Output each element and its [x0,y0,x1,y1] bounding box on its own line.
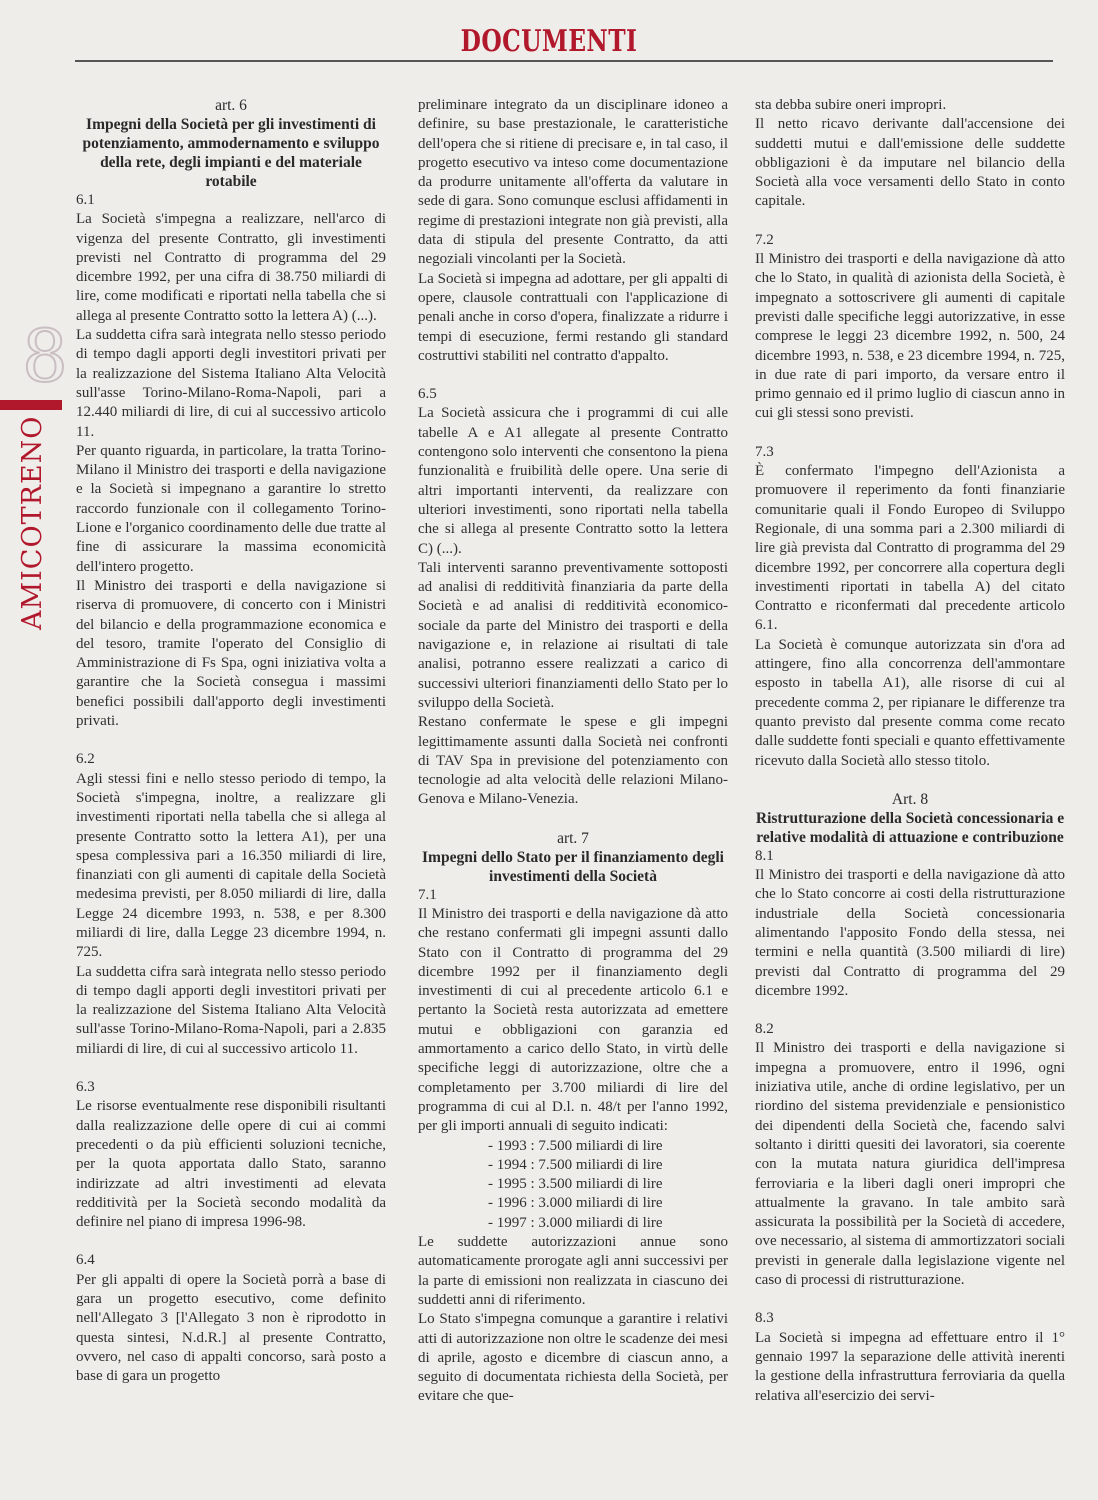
paragraph: La Società è comunque autorizzata sin d'ora ad attingere, fino alla concorrenza dell'ammontare esposto in tabella A1), alle risorse di cui al precedente comma 2, per ripianare le differenze tra quanto previsto dal presente comma come recato dalle suddette fonti speciali e quanto effettivamente ricevuto dalla Società allo stesso titolo. [755,636,1065,769]
paragraph: Per quanto riguarda, in particolare, la tratta Torino-Milano il Ministro dei trasporti e della navigazione e la Società si impegnano a garantire lo stretto raccordo funzionale con il collegamento Torino-Lione e l'organico coordinamento delle due tratte al fine di assicurare la massima economicità dell'intero progetto. [76,442,386,575]
section-label: 7.2 [755,231,774,248]
page-header [0,0,1098,62]
paragraph: Il Ministro dei trasporti e della navigazione dà atto che lo Stato concorre ai costi della ristrutturazione industriale della Società concessionaria alimentando l'apposito Fondo della stessa, nei termini e nella quantità (3.500 miliardi di lire) previsti dal Contratto di programma del 29 dicembre 1992. [755,867,1065,999]
section-label: 7.1 [418,886,437,903]
section-label: 8.3 [755,1310,774,1327]
paragraph: Tali interventi saranno preventivamente sottoposti ad analisi di redditività finanziaria da parte della Società e ad analisi di redditività economico-sociale da parte del Ministro dei trasporti e della navigazione e, in relazione ai risultati di tale analisi, potranno essere realizzati a carico di successivi ulteriori finanziamenti dello Stato per lo sviluppo della Società. [418,559,728,711]
list-item: - 1993 : 7.500 miliardi di lire [488,1137,663,1154]
sidebar [0,314,70,660]
paragraph: sta debba subire oneri impropri. [755,97,947,113]
paragraph: La suddetta cifra sarà integrata nello stesso periodo di tempo dagli apporti degli investitori privati per la realizzazione del Sistema Italiano Alta Velocità sull'asse Torino-Milano-Roma-Napoli, pari a 12.440 miliardi di lire, di cui al successivo articolo 11. [76,327,386,440]
list-item: - 1996 : 3.000 miliardi di lire [488,1195,663,1212]
page-number: 8 [22,314,68,398]
column-3 [755,96,1065,1406]
paragraph: Il Ministro dei trasporti e della navigazione dà atto che lo Stato, in qualità di azionista della Società, è impegnato a sottoscrivere gli aumenti di capitale previsti dalle specifiche leggi autorizzative, in esse comprese le leggi 23 dicembre 1992, n. 500, 24 dicembre 1993, n. 538, e 23 dicembre 1994, n. 725, in due rate di pari importo, da versare entro il primo gennaio ed il primo luglio di ciascun anno in cui gli stessi sono previsti. [755,251,1065,422]
article-title: Impegni dello Stato per il finanziamento degli investimenti della Società [422,848,724,885]
article-title: Ristrutturazione della Società concessionaria e relative modalità di attuazione e contribuzione [755,809,1065,846]
paragraph: Lo Stato s'impegna comunque a garantire i relativi atti di autorizzazione non oltre le scadenze dei mesi di aprile, agosto e dicembre di ciascun anno, a seguito di documentata richiesta della Società, per evitare che que- [418,1311,728,1405]
article-heading [418,829,728,886]
column-1 [76,96,386,1387]
list-item: - 1994 : 7.500 miliardi di lire [488,1156,663,1173]
paragraph: La Società si impegna ad effettuare entro il 1° gennaio 1997 la separazione delle attività inerenti la gestione della infrastruttura ferroviaria da quella relativa all'esercizio dei servi- [755,1329,1065,1404]
column-2 [418,96,728,1407]
paragraph: Agli stessi fini e nello stesso periodo di tempo, la Società s'impegna, inoltre, a realizzare gli investimenti riportati nella tabella che si allega al presente Contratto sotto la lettera A1), per una spesa complessiva pari a 16.350 miliardi di lire, finanziati con gli aumenti di capitale della Società medesima previsti, per 8.050 miliardi di lire, dalla Legge 24 dicembre 1993, n. 538, e per 8.300 miliardi di lire, dalla Legge 23 dicembre 1994, n. 725. [76,770,386,961]
section-label: 7.3 [755,443,774,460]
article-heading [76,96,386,191]
paragraph: La Società assicura che i programmi di cui alle tabelle A e A1 allegate al presente Contratto contengono solo interventi che consentono la piena funzionalità e fruibilità delle opere. Una serie di altri importanti interventi, da realizzare con ulteriori investimenti, sono riportati nella tabella che si allega al presente Contratto sotto la lettera C) (...). [418,405,728,557]
article-number: Art. 8 [891,790,929,808]
section-label: 8.2 [755,1021,774,1038]
article-number: art. 7 [557,829,589,847]
magazine-name: AMICOTRENO [17,415,48,630]
header-rule [75,60,1053,62]
paragraph: preliminare integrato da un disciplinare idoneo a definire, su base prestazionale, le caratteristiche dell'opera che si ritiene di precisare e, in tal caso, il progetto esecutivo va inteso come documentazione da produrre unitamente all'offerta da valutare in sede di gara. Sono comunque esclusi affidamenti in regime di prestazioni integrate non già previsti, alla data di stipula del presente Contratto, da atti negoziali vincolanti per la Società. [418,97,728,268]
article-title: Impegni della Società per gli investimenti di potenziamento, ammodernamento e sviluppo della rete, degli impianti e del materiale rotabile [82,116,380,190]
article-number: art. 6 [215,97,247,114]
paragraph: La Società si impegna ad adottare, per gli appalti di opere, clausole contrattuali con l'applicazione di penali anche in corso d'opera, finalizzate a ridurre i tempi di esecuzione, fermi restando gli standard costruttivi stabiliti nel contratto d'appalto. [418,270,728,364]
section-label: 6.4 [76,1252,95,1269]
red-accent-bar [0,400,62,410]
list-item: - 1997 : 3.000 miliardi di lire [488,1214,663,1231]
list-item: - 1995 : 3.500 miliardi di lire [488,1176,663,1193]
paragraph: Per gli appalti di opere la Società porrà a base di gara un progetto esecutivo, come definito nell'Allegato 3 [l'Allegato 3 non è riprodotto in questa sintesi, N.d.R.] al presente Contratto, ovvero, nel caso di appalti concorso, sarà posto a base di gara un progetto [76,1271,386,1385]
paragraph: Il Ministro dei trasporti e della navigazione si riserva di promuovere, di concerto con i Ministri del bilancio e della programmazione economica e del tesoro, tramite l'operato del Consiglio di Amministrazione di Fs Spa, ogni iniziativa volta a garantire che la Società consegua i massimi benefici possibili dall'apporto degli investimenti privati. [76,577,386,730]
paragraph: La Società s'impegna a realizzare, nell'arco di vigenza del presente Contratto, gli investimenti previsti nel Contratto di programma del 29 dicembre 1992, per una cifra di 38.750 miliardi di lire, come modificati e riportati nella tabella che si allega al presente Contratto sotto la lettera A) (...). [76,211,386,324]
paragraph: Le risorse eventualmente rese disponibili risultanti dalla realizzazione delle opere di cui ai commi precedenti o da più efficienti soluzioni tecniche, per la quota apportata dallo Stato, saranno indirizzate ad altri investimenti ad elevata redditività per la Società secondo modalità da definire nel piano di impresa 1996-98. [76,1098,386,1231]
annual-amounts-list [418,1137,728,1233]
section-label: 6.5 [418,386,437,403]
paragraph: Il Ministro dei trasporti e della navigazione si impegna a promuovere, entro il 1996, ogni iniziativa utile, anche di ordine legislativo, per un riordino del sistema previdenziale e pensionistico dei dipendenti della Società che, facendo salvi soltanto i diritti quesiti dei lavoratori, sia coerente con la mutata natura giuridica dell'impresa ferroviaria e la liberi dagli oneri impropri che attualmente la gravano. In tale ambito sarà assicurata la possibilità per la Società di accedere, ove necessario, al sistema di ammortizzatori sociali previsti in generale dalla legislazione vigente nel caso di processi di ristrutturazione. [755,1040,1065,1289]
section-label: 6.2 [76,751,95,768]
article-heading [755,790,1065,847]
section-title: DOCUMENTI [460,24,638,59]
section-label: 6.3 [76,1079,95,1096]
paragraph: Restano confermate le spese e gli impegni legittimamente assunti dalla Società nei confronti di TAV Spa in previsione del potenziamento con tecnologie ad alta velocità delle relazioni Milano-Genova e Milano-Venezia. [418,714,728,808]
paragraph: È confermato l'impegno dell'Azionista a promuovere il reperimento da fonti finanziarie comunitarie quali il Fondo Europeo di Sviluppo Regionale, di una somma pari a 2.300 miliardi di lire già prevista dal Contratto di programma del 29 dicembre 1992, per concorrere alla copertura degli investimenti riportati in tabella A) del citato Contratto e riconfermati dal precedente articolo 6.1. [755,463,1065,634]
paragraph: Il Ministro dei trasporti e della navigazione dà atto che restano confermati gli impegni assunti dallo Stato con il Contratto di programma del 29 dicembre 1992 per il finanziamento degli investimenti di cui al precedente articolo 6.1 e pertanto la Società resta autorizzata ad emettere mutui e obbligazioni con garanzia ed ammortamento a carico dello Stato, in virtù delle specifiche leggi di autorizzazione, oltre che a completamento per 3.700 miliardi di lire del programma di cui al D.l. n. 48/t per l'anno 1992, per gli importi annuali di seguito indicati: [418,905,728,1135]
paragraph: Le suddette autorizzazioni annue sono automaticamente prorogate agli anni successivi per la parte di emissioni non realizzata in ciascuno dei suddetti anni di riferimento. [418,1234,728,1308]
paragraph: La suddetta cifra sarà integrata nello stesso periodo di tempo dagli apporti degli investitori privati per la realizzazione del Sistema Italiano Alta Velocità sull'asse Torino-Milano-Roma-Napoli, pari a 2.835 miliardi di lire, di cui al successivo articolo 11. [76,963,386,1057]
section-label: 6.1 [76,192,95,208]
paragraph: Il netto ricavo derivante dall'accensione dei suddetti mutui e dall'emissione delle suddette obbligazioni è da imputare nel bilancio della Società alla voce versamenti dello Stato in conto capitale. [755,116,1065,210]
section-label: 8.1 [755,847,774,864]
